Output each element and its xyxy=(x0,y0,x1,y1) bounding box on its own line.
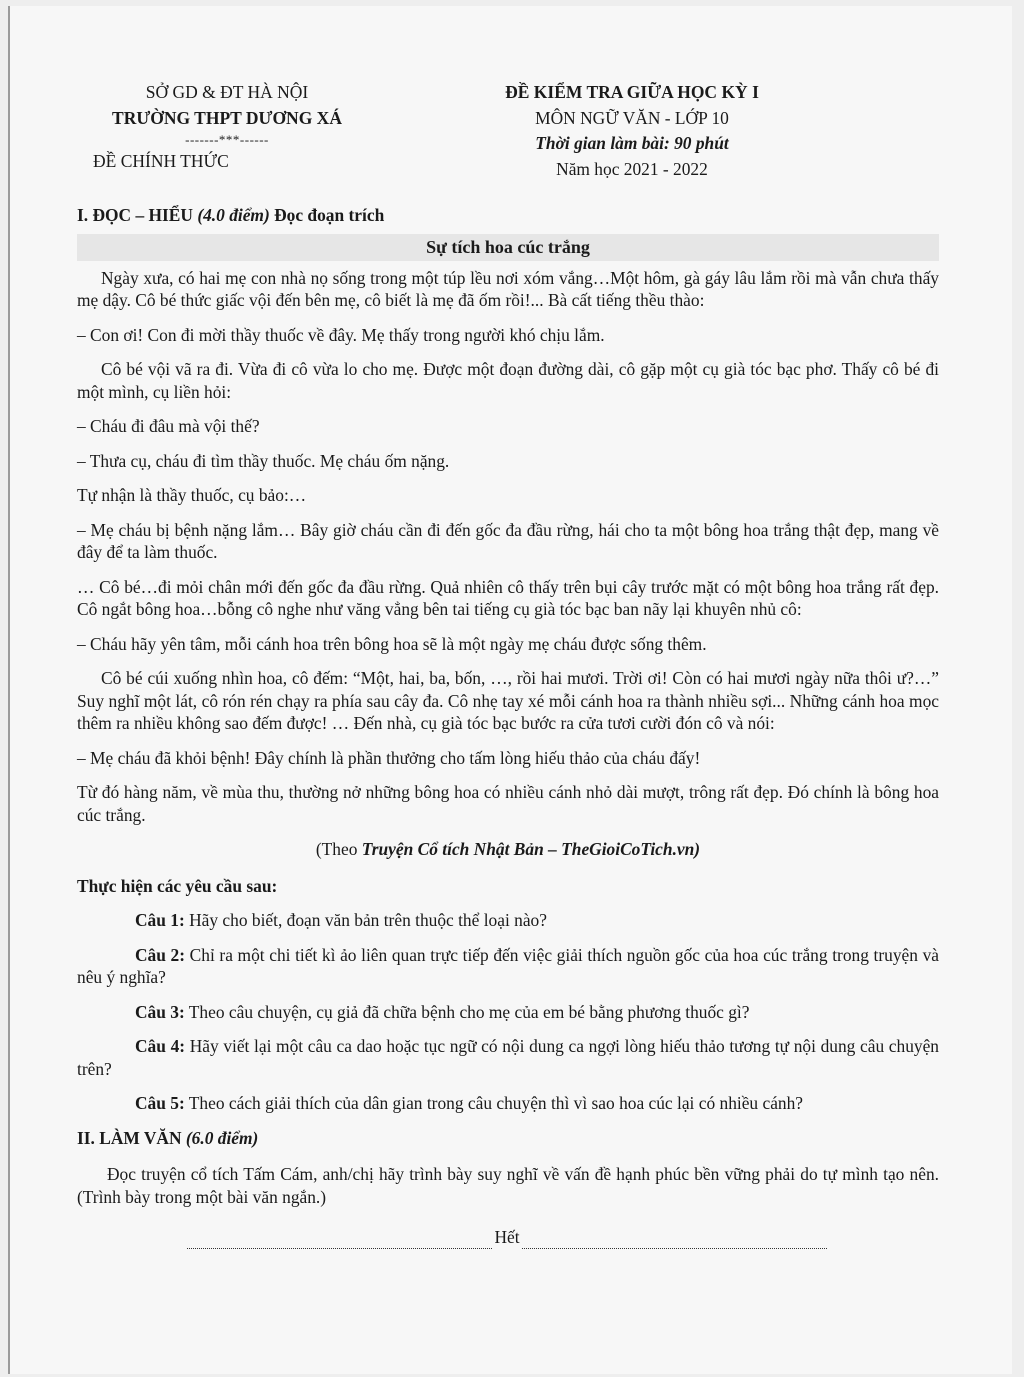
story-paragraph: Từ đó hàng năm, về mùa thu, thường nở những bông hoa có nhiều cánh nhỏ dài mượt, trông rất đẹp. Đó chính là bông hoa cúc trắng. xyxy=(77,782,939,825)
question-item xyxy=(77,1035,939,1080)
exam-header xyxy=(77,80,939,184)
question-item xyxy=(77,1001,939,1024)
question-text: Chỉ ra một chi tiết kì ảo liên quan trực tiếp đến việc giải thích nguồn gốc của hoa cúc trắng trong truyện và nêu ý nghĩa? xyxy=(77,944,939,987)
question-text: Theo cách giải thích của dân gian trong câu chuyện thì vì sao hoa cúc lại có nhiều cánh? xyxy=(184,1093,804,1113)
question-label: Câu 4: xyxy=(135,1036,186,1056)
source-prefix: (Theo xyxy=(315,839,362,859)
page-edge xyxy=(8,6,10,1374)
question-text: Hãy viết lại một câu ca dao hoặc tục ngữ có nội dung ca ngợi lòng hiếu thảo tương tự nội dung câu chuyện trên? xyxy=(77,1036,939,1079)
school-name: TRƯỜNG THPT DƯƠNG XÁ xyxy=(112,107,342,128)
source-title: Truyện Cổ tích Nhật Bản – TheGioiCoTich.vn) xyxy=(361,839,701,859)
story-paragraph: – Cháu hãy yên tâm, mỗi cánh hoa trên bông hoa sẽ là một ngày mẹ cháu được sống thêm. xyxy=(77,633,707,654)
dotted-rule-right xyxy=(522,1234,827,1249)
header-left xyxy=(77,80,377,175)
question-label: Câu 5: xyxy=(135,1093,185,1113)
story-paragraph: – Mẹ cháu bị bệnh nặng lắm… Bây giờ cháu cần đi đến gốc đa đầu rừng, hái cho ta một bông hoa trắng thật đẹp, mang về đây để ta làm thuốc. xyxy=(77,519,939,562)
dotted-rule-left xyxy=(187,1234,492,1249)
exam-title: ĐỀ KIỂM TRA GIỮA HỌC KỲ I xyxy=(505,82,759,102)
question-text: Theo câu chuyện, cụ giả đã chữa bệnh cho mẹ của em bé bằng phương thuốc gì? xyxy=(184,1001,750,1022)
question-item xyxy=(77,1092,939,1115)
end-word: Hết xyxy=(494,1227,520,1247)
section2-heading xyxy=(77,1127,939,1150)
requirements-heading: Thực hiện các yêu cầu sau: xyxy=(77,875,278,896)
story-paragraph: – Con ơi! Con đi mời thầy thuốc về đây. Mẹ thấy trong người khó chịu lắm. xyxy=(77,324,605,345)
question-label: Câu 2: xyxy=(135,944,186,965)
story-paragraph: – Cháu đi đâu mà vội thế? xyxy=(77,416,260,436)
department-name: SỞ GD & ĐT HÀ NỘI xyxy=(145,82,309,102)
header-right xyxy=(467,80,797,182)
question-item xyxy=(77,909,939,932)
story-paragraph: – Mẹ cháu đã khỏi bệnh! Đây chính là phần thưởng cho tấm lòng hiếu thảo của cháu đấy! xyxy=(77,747,701,768)
question-label: Câu 3: xyxy=(135,1001,185,1022)
story-source xyxy=(77,838,939,861)
story-paragraph: Cô bé vội vã ra đi. Vừa đi cô vừa lo cho mẹ. Được một đoạn đường dài, cô gặp một cụ già tóc bạc phơ. Thấy cô bé đi một mình, cụ liền hỏi: xyxy=(77,359,939,402)
section2-points: (6.0 điểm) xyxy=(185,1127,259,1148)
exam-content xyxy=(77,80,939,1249)
story-paragraph: Ngày xưa, có hai mẹ con nhà nọ sống trong một túp lều nơi xóm vắng…Một hôm, gà gáy lâu lắm rồi mà vẫn chưa thấy mẹ dậy. Cô bé thức giấc vội đến bên mẹ, cô biết là mẹ đã ốm rồi!... Bà cất tiếng thều thào: xyxy=(77,267,939,310)
end-marker xyxy=(187,1226,827,1249)
question-label: Câu 1: xyxy=(135,910,185,930)
section1-heading-instruction: Đọc đoạn trích xyxy=(269,205,385,225)
story-paragraph: Tự nhận là thầy thuốc, cụ bảo:… xyxy=(77,485,307,505)
question-text: Hãy cho biết, đoạn văn bản trên thuộc thể loại nào? xyxy=(184,910,547,930)
header-separator: -------***------ xyxy=(185,132,269,147)
official-label: ĐỀ CHÍNH THỨC xyxy=(93,151,229,171)
essay-prompt: Đọc truyện cổ tích Tấm Cám, anh/chị hãy trình bày suy nghĩ về vấn đề hạnh phúc bền vững phải do tự mình tạo nên. (Trình bày trong một bài văn ngắn.) xyxy=(77,1164,939,1207)
section1-heading xyxy=(77,204,939,227)
question-item xyxy=(77,944,939,989)
story-title: Sự tích hoa cúc trắng xyxy=(77,234,939,261)
exam-page xyxy=(8,6,1012,1374)
school-year: Năm học 2021 - 2022 xyxy=(556,158,708,179)
story-paragraph: Cô bé cúi xuống nhìn hoa, cô đếm: “Một, hai, ba, bốn, …, rồi hai mươi. Trời ơi! Còn có hai mươi ngày nữa thôi ư?…” Suy nghĩ một lát, cô rón rén chạy ra phía sau cây đa. Cô nhẹ tay xé mỗi cánh hoa ra thành nhiều sợi... Những cánh hoa mọc thêm ra nhiều không sao đếm được! … Đến nhà, cụ già tóc bạc bước ra cửa tươi cười đón cô và nói: xyxy=(77,668,939,733)
story-paragraph: – Thưa cụ, cháu đi tìm thầy thuốc. Mẹ cháu ốm nặng. xyxy=(77,450,450,471)
time-limit: Thời gian làm bài: 90 phút xyxy=(535,133,729,153)
subject-line: MÔN NGỮ VĂN - LỚP 10 xyxy=(535,107,729,128)
story-paragraph: … Cô bé…đi mỏi chân mới đến gốc đa đầu rừng. Quả nhiên cô thấy trên bụi cây trước mặt có một bông hoa trắng rất đẹp. Cô ngắt bông hoa…bỗng cô nghe như văng vẳng bên tai tiếng cụ già tóc bạc ban nãy lại khuyên nhủ cô: xyxy=(77,576,939,619)
section2-heading-title: II. LÀM VĂN xyxy=(77,1127,186,1148)
section1-heading-title: I. ĐỌC – HIỂU xyxy=(77,205,198,225)
section1-points: (4.0 điểm) xyxy=(197,205,270,225)
